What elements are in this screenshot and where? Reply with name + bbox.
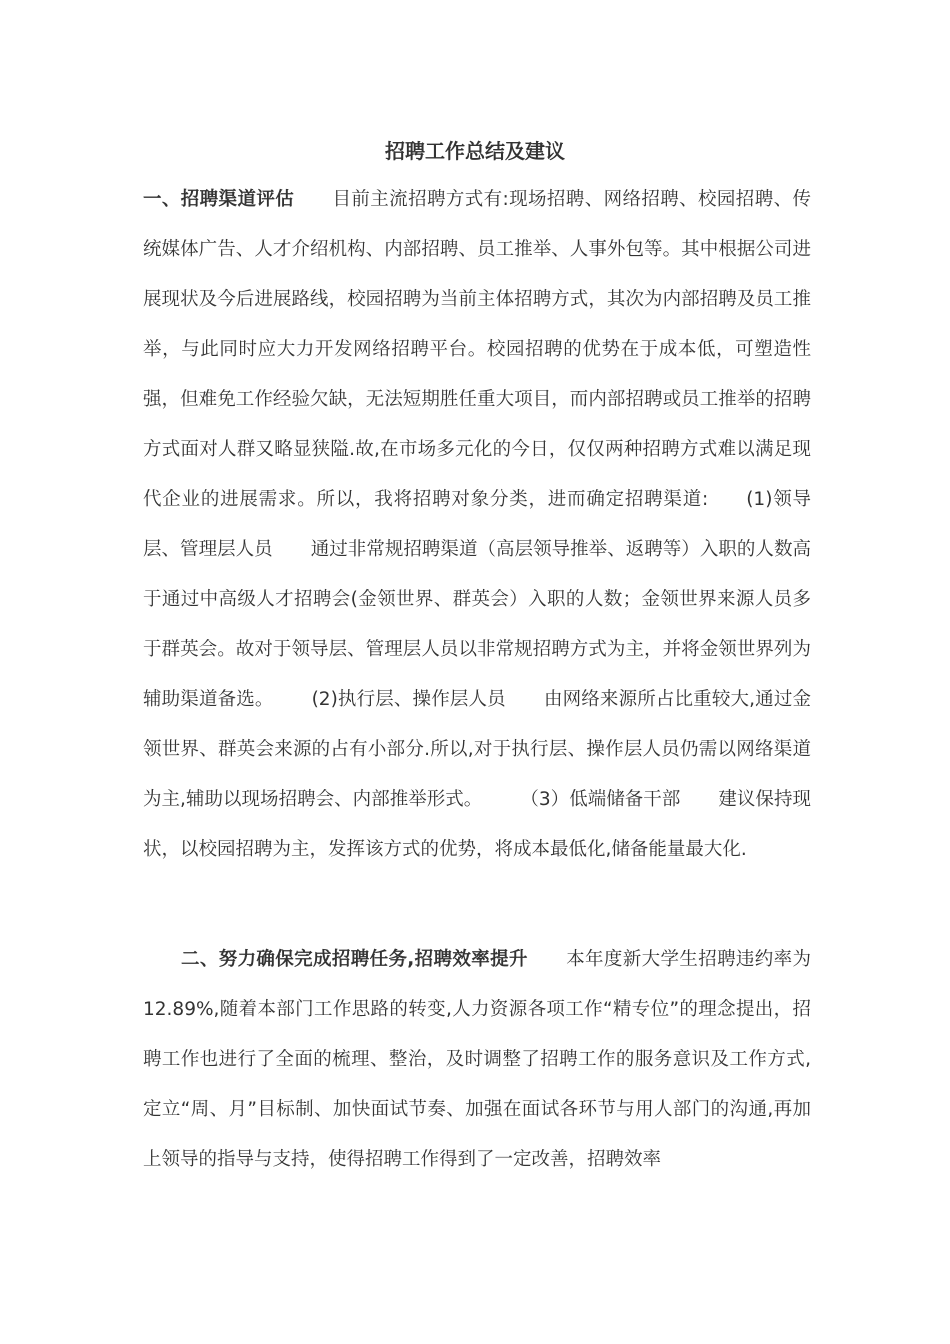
item-3-label: （3）低端储备干部	[520, 789, 681, 810]
item-1-text: 通过非常规招聘渠道（高层领导推举、返聘等）入职的人数高于通过中高级人才招聘会(金领世界、群英会）入职的人数；金领世界来源人员多于群英会。故对于领导层、管理层人员以非常规招聘方式为主，并将金领世界列为辅助渠道备选。	[143, 539, 811, 710]
section-1-paragraph	[143, 175, 811, 875]
section-2-paragraph	[143, 935, 811, 1185]
item-2-label: (2)执行层、操作层人员	[311, 689, 506, 710]
section-2-heading: 二、努力确保完成招聘任务,招聘效率提升	[181, 949, 528, 970]
section-2-text: 本年度新大学生招聘违约率为 12.89%,随着本部门工作思路的转变,人力资源各项工作“精专位”的理念提出，招聘工作也进行了全面的梳理、整治，及时调整了招聘工作的服务意识及工作方式,定立“周、月”目标制、加快面试节奏、加强在面试各环节与用人部门的沟通,再加上领导的指导与支持，使得招聘工作得到了一定改善，招聘效率	[143, 949, 811, 1170]
item-3-text: 建议保持现状，以校园招聘为主，发挥该方式的优势，将成本最低化,储备能量最大化.	[143, 789, 811, 860]
section-1-intro: 目前主流招聘方式有:现场招聘、网络招聘、校园招聘、传统媒体广告、人才介绍机构、内部招聘、员工推举、人事外包等。其中根据公司进展现状及今后进展路线，校园招聘为当前主体招聘方式，其次为内部招聘及员工推举，与此同时应大力开发网络招聘平台。校园招聘的优势在于成本低，可塑造性强，但难免工作经验欠缺，无法短期胜任重大项目，而内部招聘或员工推举的招聘方式面对人群又略显狭隘.故,在市场多元化的今日，仅仅两种招聘方式难以满足现代企业的进展需求。所以，我将招聘对象分类，进而确定招聘渠道:	[143, 189, 811, 510]
document-title: 招聘工作总结及建议	[385, 139, 565, 163]
item-1-label: (1)领导层、管理层人员	[143, 489, 811, 560]
item-2-text: 由网络来源所占比重较大,通过金领世界、群英会来源的占有小部分.所以,对于执行层、操作层人员仍需以网络渠道为主,辅助以现场招聘会、内部推举形式。	[143, 689, 811, 810]
section-1-heading: 一、招聘渠道评估	[143, 189, 295, 210]
